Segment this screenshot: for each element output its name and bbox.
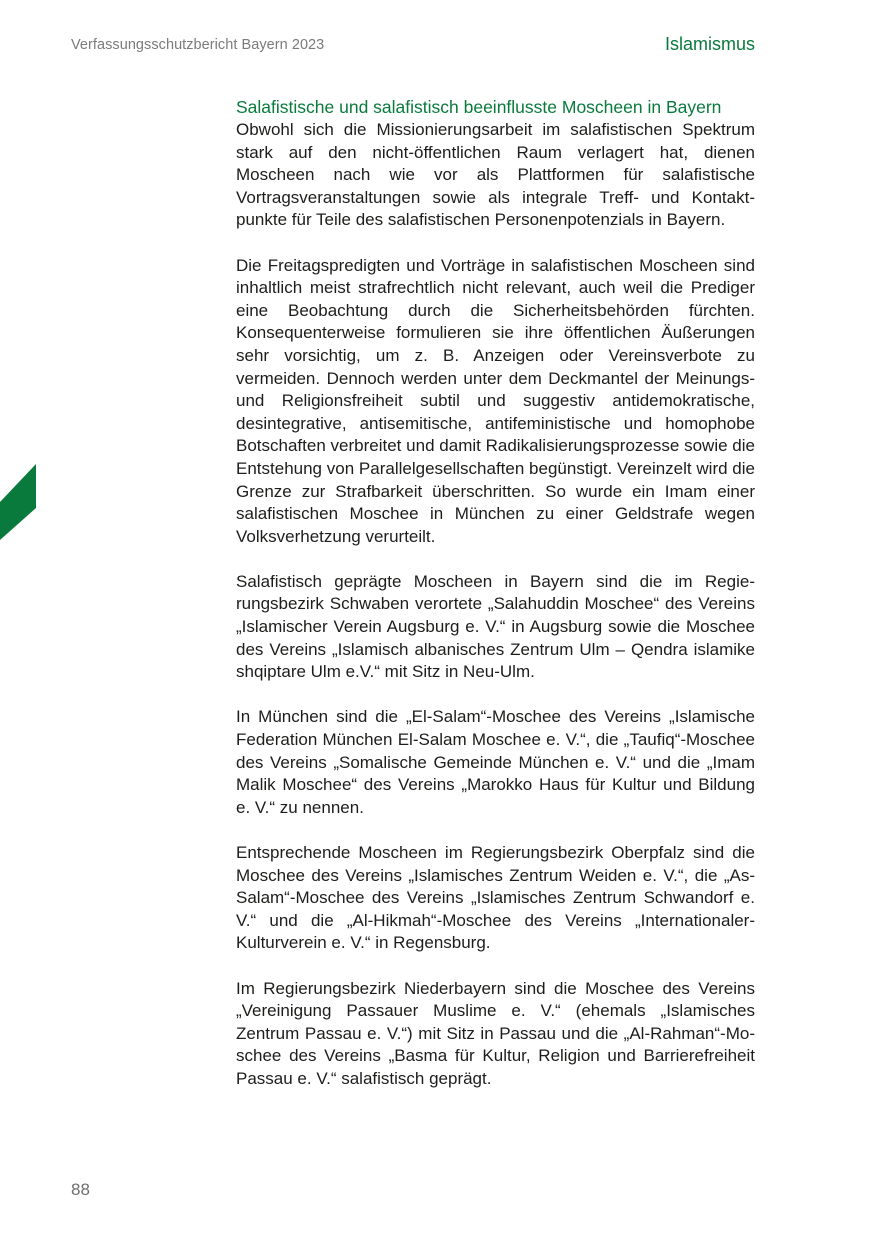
section-title: Salafistische und salafistisch beeinflusste Moscheen in Bayern [236, 97, 722, 117]
running-header-document-title: Verfassungsschutzbericht Bayern 2023 [71, 37, 325, 53]
paragraph: In München sind die „El-Salam“-Moschee des Vereins „Islamische Federation München El-Salam Moschee e. V.“, die „Taufiq“-Moschee des Vereins „Somalische Gemeinde München e. V.“ und die „Imam Malik Moschee“ des Vereins „Marokko Haus für Kultur und Bildung e. V.“ zu nennen. [236, 707, 755, 817]
paragraph: Salafistisch geprägte Moscheen in Bayern sind die im Regierungsbezirk Schwaben verortete „Salahuddin Moschee“ des Vereins „Islamischer Verein Augsburg e. V.“ in Augsburg sowie die Moschee des Vereins „Islamisch albanisches Zentrum Ulm – Qendra islamike shqiptare Ulm e.V.“ mit Sitz in Neu-Ulm. [236, 571, 755, 682]
chapter-tab-marker [0, 464, 36, 540]
running-header-chapter: Islamismus [664, 34, 755, 54]
paragraph: Entsprechende Moscheen im Regierungsbezirk Oberpfalz sind die Moschee des Vereins „Islamisches Zentrum Weiden e. V.“, die „As-Salam“-Moschee des Vereins „Islamisches Zentrum Schwandorf e. V.“ und die „Al-Hikmah“-Moschee des Vereins „Internationaler-Kulturverein e. V.“ in Regensburg. [236, 843, 755, 953]
main-content [236, 96, 755, 1113]
page-number: 88 [71, 1180, 90, 1199]
paragraph: Obwohl sich die Missionierungsarbeit im salafistischen Spektrum stark auf den nicht-öffentlichen Raum verlagert hat, dienen Moscheen nach wie vor als Plattformen für salafistische Vortragsveranstaltungen sowie als integrale Treff- und Kontaktpunkte für Teile des salafistischen Personenpotenzials in Bayern. [236, 120, 755, 230]
paragraph: Die Freitagspredigten und Vorträge in salafistischen Moscheen sind inhaltlich meist strafrechtlich nicht relevant, auch weil die Prediger eine Beobachtung durch die Sicherheitsbehörden fürchten. Konsequenterweise formulieren sie ihre öffentlichen Äußerungen sehr vorsichtig, um z. B. Anzeigen oder Vereinsverbote zu vermeiden. Dennoch werden unter dem Deckmantel der Meinungs- und Religionsfreiheit subtil und suggestiv antidemokratische, desintegrative, antisemitische, antifeministische und homophobe Botschaften verbreitet und damit Radikalisierungsprozesse sowie die Entstehung von Parallelgesellschaften begünstigt. Vereinzelt wird die Grenze zur Strafbarkeit überschritten. So wurde ein Imam einer salafistischen Moschee in München zu einer Geldstrafe wegen Volksverhetzung verurteilt. [236, 255, 755, 546]
paragraph: Im Regierungsbezirk Niederbayern sind die Moschee des Vereins „Vereinigung Passauer Muslime e. V.“ (ehemals „Islamisches Zentrum Passau e. V.“) mit Sitz in Passau und die „Al-Rahman“-Moschee des Vereins „Basma für Kultur, Religion und Barrierefreiheit Passau e. V.“ salafistisch geprägt. [236, 978, 755, 1088]
